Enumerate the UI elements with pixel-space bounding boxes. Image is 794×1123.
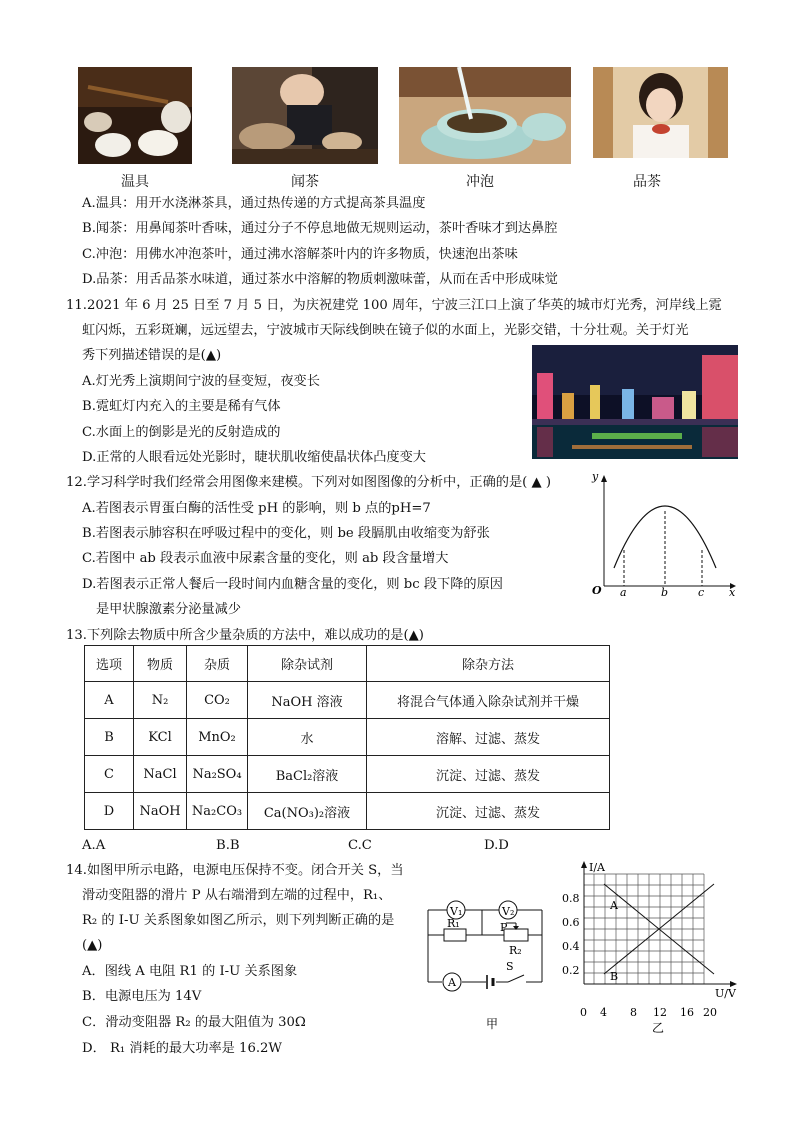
table-cell: 溶解、过滤、蒸发 [367, 719, 610, 756]
q13-stem: 13.下列除去物质中所含少量杂质的方法中，难以成功的是(▲) [66, 628, 424, 643]
circuit-p-label: P [500, 921, 508, 934]
q12-option-a: A.若图表示胃蛋白酶的活性受 pH 的影响，则 b 点的pH=7 [82, 501, 431, 516]
iu-line-b-label: B [610, 970, 619, 983]
circuit-s-label: S [506, 960, 514, 973]
table-cell: C [85, 756, 134, 793]
q14-stem-line-3: R₂ 的 I-U 关系图象如图乙所示，则下列判断正确的是 [82, 913, 395, 928]
iu-xtick-12: 12 [653, 1006, 667, 1019]
table-cell: KCl [134, 719, 187, 756]
iu-caption: 乙 [652, 1021, 665, 1035]
circuit-v1-label: V₁ [450, 905, 463, 918]
iu-xtick-4: 4 [600, 1006, 607, 1019]
table-cell: NaOH 溶液 [248, 682, 367, 719]
q11-option-c: C.水面上的倒影是光的反射造成的 [82, 425, 281, 440]
q14-option-d: D． R₁ 消耗的最大功率是 16.2W [82, 1041, 282, 1056]
table-cell: B [85, 719, 134, 756]
iu-xlabel: U/V [715, 987, 736, 1000]
tea-caption-tasting: 品茶 [633, 174, 661, 190]
table-cell: D [85, 793, 134, 830]
table-cell: 沉淀、过滤、蒸发 [367, 756, 610, 793]
q11-option-b: B.霓虹灯内充入的主要是稀有气体 [82, 399, 281, 414]
table-row [85, 682, 610, 719]
iu-xtick-16: 16 [680, 1006, 694, 1019]
q14-iu-graph [560, 858, 746, 1036]
table-cell: 沉淀、过滤、蒸发 [367, 793, 610, 830]
table-row [85, 756, 610, 793]
table-header: 物质 [134, 646, 187, 682]
q14-option-b: B．电源电压为 14V [82, 989, 202, 1004]
table-row [85, 719, 610, 756]
table-cell: 将混合气体通入除杂试剂并干燥 [367, 682, 610, 719]
q14-stem-line-2: 滑动变阻器的滑片 P 从右端滑到左端的过程中，R₁、 [82, 888, 392, 903]
q13-answer-d: D.D [484, 838, 509, 853]
light-show-photo [532, 345, 738, 459]
tea-caption-warming: 温具 [121, 174, 149, 190]
iu-ytick-08: 0.8 [562, 892, 580, 905]
table-cell: Na₂SO₄ [187, 756, 248, 793]
table-cell: BaCl₂溶液 [248, 756, 367, 793]
q12-graph-y-label: y [592, 470, 599, 483]
iu-ytick-02: 0.2 [562, 964, 580, 977]
q14-stem-line-4: (▲) [82, 938, 103, 953]
iu-ylabel: I/A [589, 861, 605, 874]
q12-option-b: B.若图表示肺容积在呼吸过程中的变化，则 be 段膈肌由收缩变为舒张 [82, 526, 490, 541]
q14-option-a: A．图线 A 电阻 R1 的 I-U 关系图象 [82, 964, 298, 979]
tea-photo-warming [78, 67, 192, 164]
circuit-caption: 甲 [486, 1017, 499, 1031]
q13-answer-c: C.C [348, 838, 372, 853]
table-header: 杂质 [187, 646, 248, 682]
table-cell: 水 [248, 719, 367, 756]
circuit-a-label: A [448, 976, 456, 989]
q12-graph-b: b [661, 586, 669, 599]
table-cell: NaOH [134, 793, 187, 830]
q10-option-b: B.闻茶：用鼻闻茶叶香味，通过分子不停息地做无规则运动，茶叶香味才到达鼻腔 [82, 221, 558, 236]
q10-option-d: D.品茶：用舌品茶水味道，通过茶水中溶解的物质刺激味蕾，从而在舌中形成味觉 [82, 272, 558, 287]
table-cell: A [85, 682, 134, 719]
circuit-r2-label: R₂ [509, 944, 522, 957]
q12-graph-x: x [729, 586, 736, 599]
tea-photo-smelling [232, 67, 378, 164]
q14-stem-line-1: 14.如图甲所示电路，电源电压保持不变。闭合开关 S，当 [66, 863, 404, 878]
table-cell: Na₂CO₃ [187, 793, 248, 830]
iu-xtick-8: 8 [630, 1006, 637, 1019]
table-cell: N₂ [134, 682, 187, 719]
q12-option-d-cont: 是甲状腺激素分泌量减少 [96, 602, 242, 617]
q11-option-a: A.灯光秀上演期间宁波的昼变短，夜变长 [82, 374, 320, 389]
q12-graph-c: c [698, 586, 705, 599]
iu-xtick-0: 0 [580, 1006, 587, 1019]
table-cell: CO₂ [187, 682, 248, 719]
table-header: 选项 [85, 646, 134, 682]
q14-circuit-diagram [420, 895, 550, 1035]
tea-photo-brewing [399, 67, 571, 164]
iu-ytick-04: 0.4 [562, 940, 580, 953]
table-row [85, 793, 610, 830]
circuit-v2-label: V₂ [502, 905, 515, 918]
q11-stem-line-3: 秀下列描述错误的是(▲) [82, 348, 222, 363]
tea-photo-tasting [593, 67, 728, 158]
iu-ytick-06: 0.6 [562, 916, 580, 929]
table-header-row [85, 646, 610, 682]
q13-table [84, 645, 610, 830]
tea-caption-brewing: 冲泡 [466, 174, 494, 190]
table-cell: NaCl [134, 756, 187, 793]
q12-graph-a: a [620, 586, 627, 599]
tea-caption-smelling: 闻茶 [291, 174, 319, 190]
q11-option-d: D.正常的人眼看远处光影时，睫状肌收缩使晶状体凸度变大 [82, 450, 426, 465]
q10-option-c: C.冲泡：用佛水冲泡茶叶，通过沸水溶解茶叶内的许多物质，快速泡出茶味 [82, 247, 518, 262]
q12-graph-origin: O [592, 584, 602, 597]
table-header: 除杂方法 [367, 646, 610, 682]
q11-stem-line-2: 虹闪烁，五彩斑斓，远远望去，宁波城市天际线倒映在镜子似的水面上，光影交错，十分壮观。关于灯光 [82, 323, 689, 338]
q12-curve-graph [588, 470, 738, 600]
q10-option-a: A.温具：用开水浇淋茶具，通过热传递的方式提高茶具温度 [82, 196, 426, 211]
table-header: 除杂试剂 [248, 646, 367, 682]
table-cell: Ca(NO₃)₂溶液 [248, 793, 367, 830]
q12-option-c: C.若图中 ab 段表示血液中尿素含量的变化，则 ab 段含量增大 [82, 551, 449, 566]
circuit-r1-label: R₁ [447, 917, 460, 930]
table-cell: MnO₂ [187, 719, 248, 756]
iu-line-a-label: A [610, 899, 618, 912]
q12-stem: 12.学习科学时我们经常会用图像来建模。下列对如图图像的分析中，正确的是( ▲ ) [66, 475, 551, 490]
q14-option-c: C．滑动变阻器 R₂ 的最大阻值为 30Ω [82, 1015, 306, 1030]
q11-stem-line-1: 11.2021 年 6 月 25 日至 7 月 5 日，为庆祝建党 100 周年，宁波三江口上演了华英的城市灯光秀，河岸线上霓 [66, 298, 722, 313]
q12-option-d: D.若图表示正常人餐后一段时间内血糖含量的变化，则 bc 段下降的原因 [82, 577, 503, 592]
q13-answer-a: A.A [82, 838, 106, 853]
iu-xtick-20: 20 [703, 1006, 717, 1019]
q13-answer-b: B.B [216, 838, 240, 853]
